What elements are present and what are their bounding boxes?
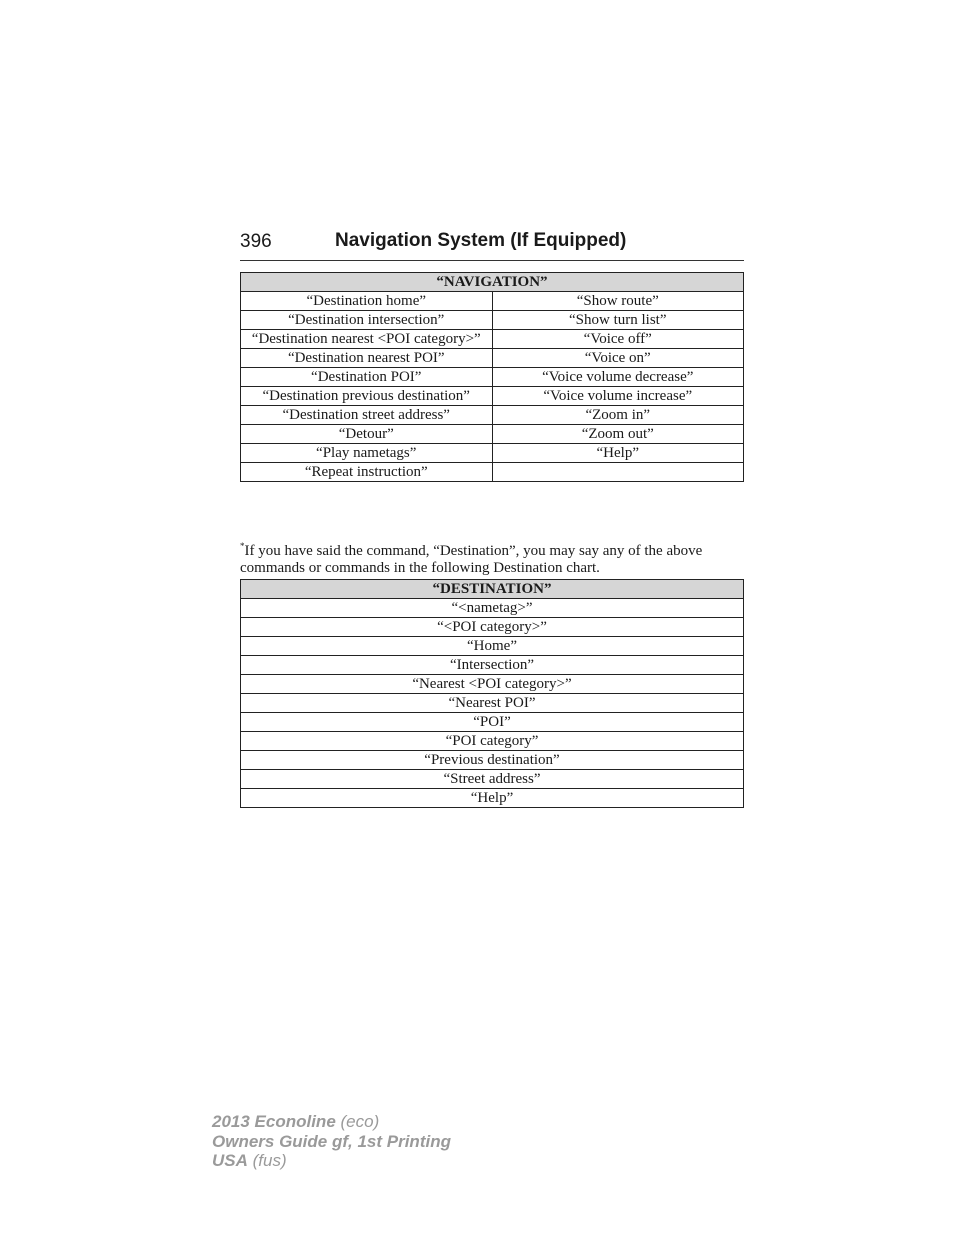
table-cell: “Help” [492, 444, 744, 463]
table-row [241, 311, 744, 330]
table-row [241, 292, 744, 311]
table-cell: “<nametag>” [241, 599, 744, 618]
table-cell: “Play nametags” [241, 444, 493, 463]
table-cell: “Home” [241, 637, 744, 656]
table-row [241, 694, 744, 713]
table-row [241, 618, 744, 637]
table-cell: “POI category” [241, 732, 744, 751]
table-row [241, 751, 744, 770]
table-cell: “<POI category>” [241, 618, 744, 637]
table-header-row [241, 580, 744, 599]
table-cell: “Repeat instruction” [241, 463, 493, 482]
table-row [241, 425, 744, 444]
table-cell: “Detour” [241, 425, 493, 444]
table-row [241, 368, 744, 387]
table-cell: “Help” [241, 789, 744, 808]
table-cell: “Voice off” [492, 330, 744, 349]
destination-commands-table [240, 579, 744, 808]
footnote-marker: * [240, 541, 245, 551]
page-number: 396 [240, 231, 272, 252]
footer-guide: Owners Guide gf, 1st Printing [212, 1131, 451, 1151]
table-cell: “Nearest <POI category>” [241, 675, 744, 694]
footer-line [212, 1132, 451, 1152]
table-cell: “Destination street address” [241, 406, 493, 425]
table-cell: “POI” [241, 713, 744, 732]
table-cell: “Show turn list” [492, 311, 744, 330]
footnote-text: If you have said the command, “Destination”, you may say any of the above commands or commands in the following Destination chart. [240, 543, 703, 576]
table-row [241, 637, 744, 656]
table-cell: “Voice volume increase” [492, 387, 744, 406]
table-row [241, 599, 744, 618]
table-cell-empty [492, 463, 744, 482]
table-cell: “Zoom out” [492, 425, 744, 444]
navigation-table-title: “NAVIGATION” [241, 273, 744, 292]
table-row [241, 349, 744, 368]
table-cell: “Destination POI” [241, 368, 493, 387]
table-header-row [241, 273, 744, 292]
table-row [241, 406, 744, 425]
table-row [241, 656, 744, 675]
section-title: Navigation System (If Equipped) [335, 230, 627, 251]
footer-model: 2013 Econoline [212, 1112, 336, 1131]
table-cell: “Street address” [241, 770, 744, 789]
table-row [241, 789, 744, 808]
table-row [241, 732, 744, 751]
navigation-commands-table [240, 272, 744, 482]
footer-region: USA [212, 1151, 248, 1170]
footnote [240, 538, 744, 577]
table-row [241, 463, 744, 482]
footer-line [212, 1151, 451, 1171]
table-cell: “Voice on” [492, 349, 744, 368]
table-cell: “Destination previous destination” [241, 387, 493, 406]
table-row [241, 675, 744, 694]
footer-model-code: (eco) [340, 1112, 380, 1131]
table-cell: “Voice volume decrease” [492, 368, 744, 387]
destination-table-title: “DESTINATION” [241, 580, 744, 599]
table-cell: “Zoom in” [492, 406, 744, 425]
table-row [241, 444, 744, 463]
table-cell: “Destination nearest <POI category>” [241, 330, 493, 349]
table-row [241, 713, 744, 732]
page-footer [212, 1112, 451, 1171]
table-cell: “Previous destination” [241, 751, 744, 770]
table-cell: “Nearest POI” [241, 694, 744, 713]
table-row [241, 387, 744, 406]
footer-region-code: (fus) [252, 1151, 287, 1170]
footer-line [212, 1112, 451, 1132]
table-row [241, 330, 744, 349]
table-cell: “Intersection” [241, 656, 744, 675]
table-cell: “Show route” [492, 292, 744, 311]
table-cell: “Destination nearest POI” [241, 349, 493, 368]
page-header [240, 228, 744, 261]
table-cell: “Destination home” [241, 292, 493, 311]
table-row [241, 770, 744, 789]
table-cell: “Destination intersection” [241, 311, 493, 330]
